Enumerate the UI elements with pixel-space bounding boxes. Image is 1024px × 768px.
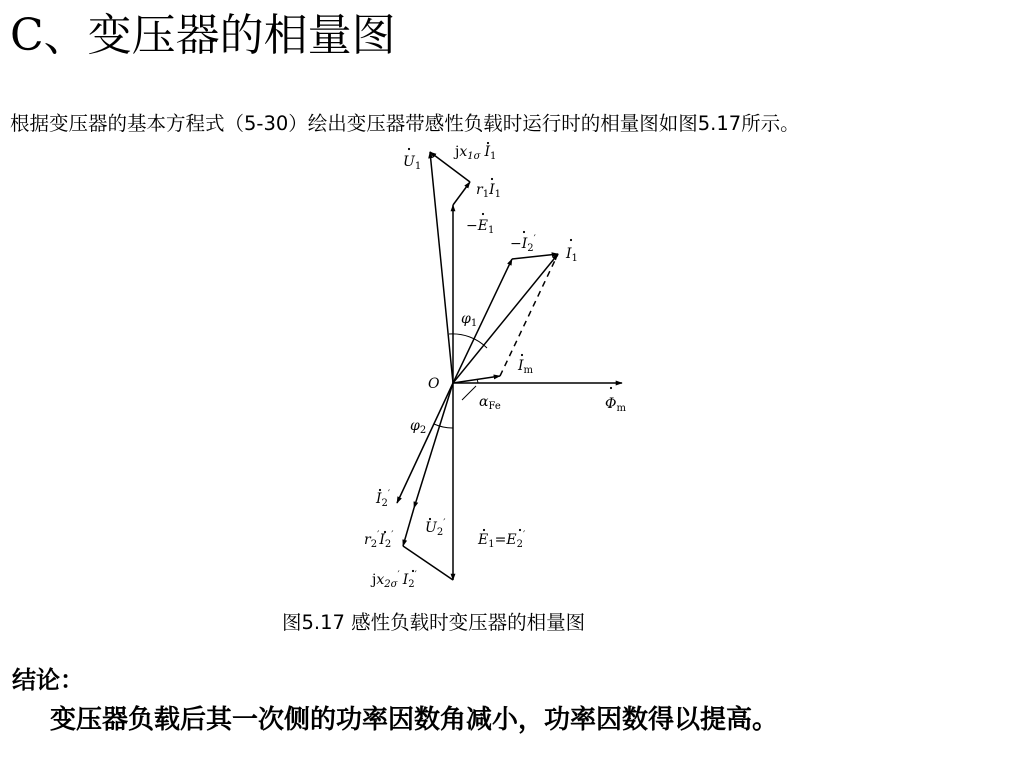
u1-phasor-line (430, 152, 453, 383)
figure-caption: 图5.17 感性负载时变压器的相量图 (282, 611, 586, 634)
flux-label: $\Phi_m$ (605, 396, 626, 414)
e1-equals-e2p-label: $E_1=E_2'$ (478, 530, 526, 550)
minus-i2p-label: $-I_2'$ (510, 234, 536, 254)
i2p-phasor-line (397, 383, 453, 503)
r1-i1-label: $r_1I_1$ (476, 182, 501, 200)
phi2-angle-arc (434, 424, 453, 428)
conclusion-text: 变压器负载后其一次侧的功率因数角减小，功率因数得以提高。 (50, 705, 779, 735)
im-label: $I_m$ (518, 358, 534, 376)
r2-i2p-label: $r_2'I_2'$ (364, 530, 394, 550)
phi1-angle-arc (449, 334, 487, 348)
im-phasor-line (453, 376, 500, 383)
phasor-diagram-svg (360, 142, 650, 597)
phasor-diagram (360, 142, 650, 597)
i1-label: $I_1$ (566, 246, 578, 264)
jx2i2p-phasor-line (403, 546, 453, 580)
r1i1-phasor-line (453, 182, 470, 205)
conclusion-heading: 结论： (12, 665, 84, 694)
alpha-fe-label: $\alpha_{Fe}$ (479, 394, 501, 412)
minus-i2p-tip-to-i1-line (512, 254, 558, 259)
r2i2p-phasor-line (403, 508, 414, 546)
jx2-i2p-label: $jx_{2\sigma}'$ $I_2'$ (372, 570, 417, 590)
i2p-label: $I_2'$ (376, 489, 391, 509)
origin-label: O (428, 376, 440, 392)
phi1-label: $\varphi_1$ (461, 311, 478, 329)
slide-title: C、变压器的相量图 (10, 10, 396, 61)
minus-e1-label: $-E_1$ (466, 218, 495, 236)
intro-paragraph: 根据变压器的基本方程式（5-30）绘出变压器带感性负载时运行时的相量图如图5.17所示。 (10, 112, 800, 135)
alpha-fe-pointer (462, 386, 476, 400)
u2p-label: $U_2'$ (425, 518, 446, 538)
u1-label: $U_1$ (403, 154, 422, 172)
jx1-i1-label: $jx_{1\sigma}$ $I_1$ (455, 144, 497, 162)
u2p-phasor-line (414, 383, 453, 508)
phi2-label: $\varphi_2$ (410, 418, 427, 436)
